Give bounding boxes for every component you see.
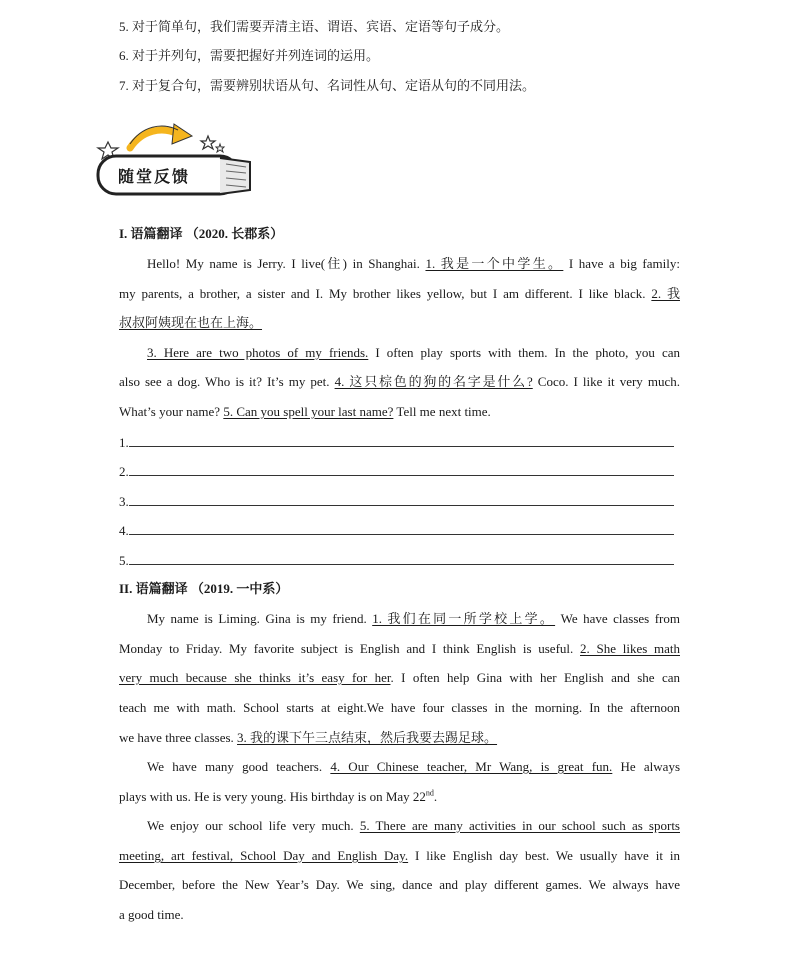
- answer-blank[interactable]: [129, 434, 674, 447]
- s1-paragraph1-line1: [119, 256, 680, 272]
- text-run: He always: [612, 759, 681, 774]
- answer-number: 3.: [119, 494, 129, 509]
- text-run: plays with us. He is very young. His birthday is on May 22: [119, 789, 426, 804]
- translation-item-2-cont: very much because she thinks it’s easy for her: [119, 670, 391, 685]
- s2-paragraph3-line4: a good time.: [119, 907, 184, 922]
- text-run: I often play sports with them. In the photo, you can: [368, 345, 680, 360]
- translation-item-5: 5. Can you spell your last name?: [223, 404, 394, 419]
- s2-paragraph1-line4: teach me with math. School starts at eight.We have four classes in the morning. In the afternoon: [119, 700, 680, 715]
- s2-paragraph2-line1: [119, 759, 680, 775]
- section-banner: [90, 122, 255, 197]
- section1-heading: I. 语篇翻译 （2020. 长郡系）: [119, 226, 284, 241]
- text-run: . I often help Gina with her English and she can: [390, 670, 681, 685]
- answer-line-1[interactable]: [119, 434, 680, 451]
- text-run: I have a big family:: [563, 256, 680, 271]
- answer-line-3[interactable]: [119, 493, 680, 510]
- translation-item-2: 2. 我: [651, 286, 680, 301]
- text-run: We have many good teachers.: [147, 759, 331, 774]
- answer-blank[interactable]: [129, 463, 674, 476]
- intro-point-6: 6. 对于并列句，需要把握好并列连词的运用。: [119, 48, 380, 63]
- ordinal-suffix: nd: [425, 788, 434, 798]
- s2-paragraph1-line5: [119, 730, 680, 746]
- section2-heading: II. 语篇翻译 （2019. 一中系）: [119, 581, 289, 596]
- text-run: Tell me next time.: [393, 404, 491, 419]
- answer-blank[interactable]: [129, 493, 674, 506]
- text-run: Hello! My name is Jerry. I live(住) in Shanghai.: [147, 256, 426, 271]
- text-run: Coco. I like it very much.: [532, 374, 680, 389]
- translation-item-5: 5. There are many activities in our school such as sports: [359, 818, 680, 833]
- s2-paragraph1-line1: [119, 611, 680, 627]
- text-run: My name is Liming. Gina is my friend.: [147, 611, 373, 626]
- s2-paragraph1-line3: [119, 670, 680, 686]
- text-run: we have three classes.: [119, 730, 238, 745]
- s2-paragraph3-line2: [119, 848, 680, 864]
- s2-paragraph3-line3: December, before the New Year’s Day. We sing, dance and play different games. We always have: [119, 877, 680, 892]
- answer-blank[interactable]: [129, 552, 674, 565]
- answer-line-2[interactable]: [119, 463, 680, 480]
- text-run: .: [433, 789, 438, 804]
- text-run: also see a dog. Who is it? It’s my pet.: [119, 374, 335, 389]
- s2-paragraph2-line2: [119, 789, 680, 805]
- text-run: We enjoy our school life very much.: [147, 818, 360, 833]
- translation-item-4: 4. Our Chinese teacher, Mr Wang, is great fun.: [330, 759, 613, 774]
- answer-number: 1.: [119, 435, 129, 450]
- text-run: my parents, a brother, a sister and I. My brother likes yellow, but I am different. I like black.: [119, 286, 652, 301]
- answer-blank[interactable]: [129, 522, 674, 535]
- text-run: We have classes from: [555, 611, 680, 626]
- translation-item-2: 2. She likes math: [580, 641, 680, 656]
- translation-item-2-cont: 叔叔阿姨现在也在上海。: [119, 315, 263, 330]
- text-run: What’s your name?: [119, 404, 224, 419]
- s1-paragraph1-line3: [119, 315, 680, 331]
- answer-number: 5.: [119, 553, 129, 568]
- answer-line-5[interactable]: [119, 552, 680, 569]
- s1-paragraph1-line2: [119, 286, 680, 302]
- s1-paragraph2-line1: [119, 345, 680, 361]
- translation-item-1: 1. 我们在同一所学校上学。: [372, 611, 556, 626]
- text-run: I like English day best. We usually have it in: [408, 848, 680, 863]
- s1-paragraph2-line3: [119, 404, 680, 420]
- answer-number: 4.: [119, 523, 129, 538]
- translation-item-3: 3. 我的课下午三点结束，然后我要去踢足球。: [237, 730, 498, 745]
- s2-paragraph3-line1: [119, 818, 680, 834]
- translation-item-1: 1. 我是一个中学生。: [425, 256, 564, 271]
- answer-number: 2.: [119, 464, 129, 479]
- translation-item-3: 3. Here are two photos of my friends.: [147, 345, 369, 360]
- s2-paragraph1-line2: [119, 641, 680, 657]
- answer-line-4[interactable]: [119, 522, 680, 539]
- intro-point-7: 7. 对于复合句，需要辨别状语从句、名词性从句、定语从句的不同用法。: [119, 78, 536, 93]
- translation-item-5-cont: meeting, art festival, School Day and English Day.: [119, 848, 409, 863]
- s1-paragraph2-line2: [119, 374, 680, 390]
- text-run: Monday to Friday. My favorite subject is English and I think English is useful.: [119, 641, 580, 656]
- banner-title: 随堂反馈: [118, 167, 191, 186]
- translation-item-4: 4. 这只棕色的狗的名字是什么?: [334, 374, 533, 389]
- intro-point-5: 5. 对于简单句，我们需要弄清主语、谓语、宾语、定语等句子成分。: [119, 19, 510, 34]
